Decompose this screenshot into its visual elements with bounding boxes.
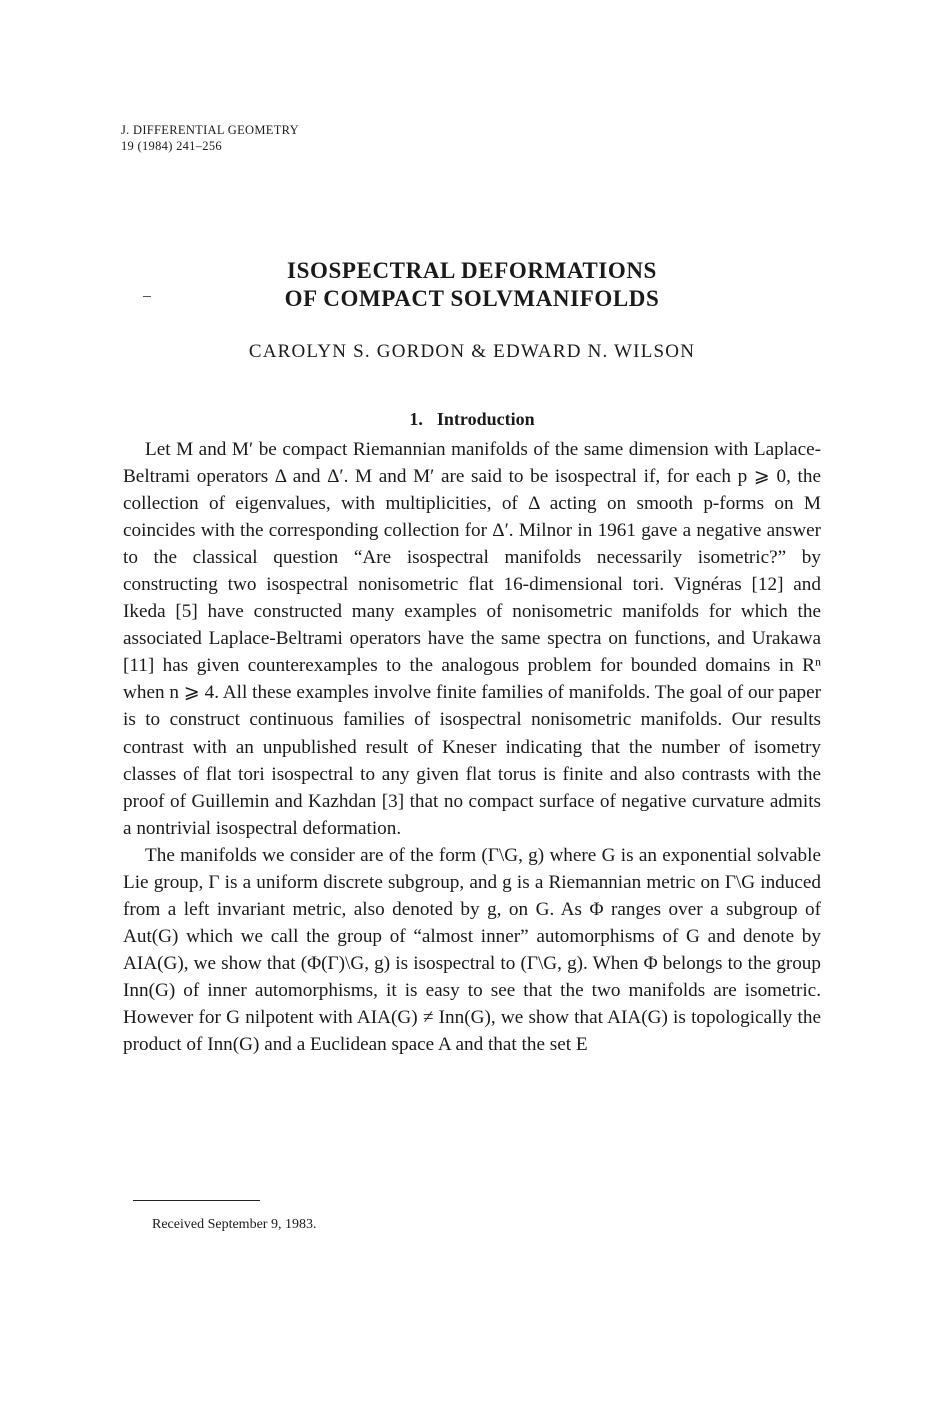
- journal-citation: 19 (1984) 241–256: [121, 139, 222, 153]
- journal-name: J. DIFFERENTIAL GEOMETRY: [121, 123, 299, 137]
- paragraph-2: The manifolds we consider are of the form (Γ\G, g) where G is an exponential solvable Lie group, Γ is a uniform discrete subgroup, and g is a Riemannian metric on Γ\G induced from a left invariant metric, also denoted by g, on G. As Φ ranges over a subgroup of Aut(G) which we call the group of “almost inner” automorphisms of G and denote by AIA(G), we show that (Φ(Γ)\G, g) is isospectral to (Γ\G, g). When Φ belongs to the group Inn(G) of inner automorphisms, it is easy to see that the two manifolds are isometric. However for G nilpotent with AIA(G) ≠ Inn(G), we show that AIA(G) is topologically the product of Inn(G) and a Euclidean space A and that the set E: [123, 844, 821, 1056]
- title-line-1: ISOSPECTRAL DEFORMATIONS: [287, 258, 657, 283]
- paragraph-1: Let M and M′ be compact Riemannian manifolds of the same dimension with Laplace-Beltrami operators Δ and Δ′. M and M′ are said to be isospectral if, for each p ⩾ 0, the collection of eigenvalues, with multiplicities, of Δ acting on smooth p-forms on M coincides with the corresponding collection for Δ′. Milnor in 1961 gave a negative answer to the classical question “Are isospectral manifolds necessarily isometric?” by constructing two isospectral nonisometric flat 16-dimensional tori. Vignéras [12] and Ikeda [5] have constructed many examples of nonisometric manifolds for which the associated Laplace-Beltrami operators have the same spectra on functions, and Urakawa [11] has given counterexamples to the analogous problem for bounded domains in Rⁿ when n ⩾ 4. All these examples involve finite families of manifolds. The goal of our paper is to construct continuous families of isospectral nonisometric manifolds. Our results contrast with an unpublished result of Kneser indicating that the number of isometry classes of flat tori isospectral to any given flat torus is finite and also contrasts with the proof of Guillemin and Kazhdan [3] that no compact surface of negative curvature admits a nontrivial isospectral deformation.: [123, 439, 821, 839]
- title-line-2: OF COMPACT SOLVMANIFOLDS: [284, 286, 660, 311]
- section-name: Introduction: [436, 409, 535, 429]
- authors: CAROLYN S. GORDON & EDWARD N. WILSON: [248, 341, 696, 362]
- paper-title: [0, 257, 944, 313]
- footnote: Received September 9, 1983.: [152, 1217, 317, 1232]
- section-number: 1.: [409, 409, 423, 429]
- footnote-rule: [133, 1200, 260, 1201]
- section-heading: [0, 408, 944, 430]
- journal-header: [121, 122, 299, 154]
- body-text: [123, 436, 821, 1058]
